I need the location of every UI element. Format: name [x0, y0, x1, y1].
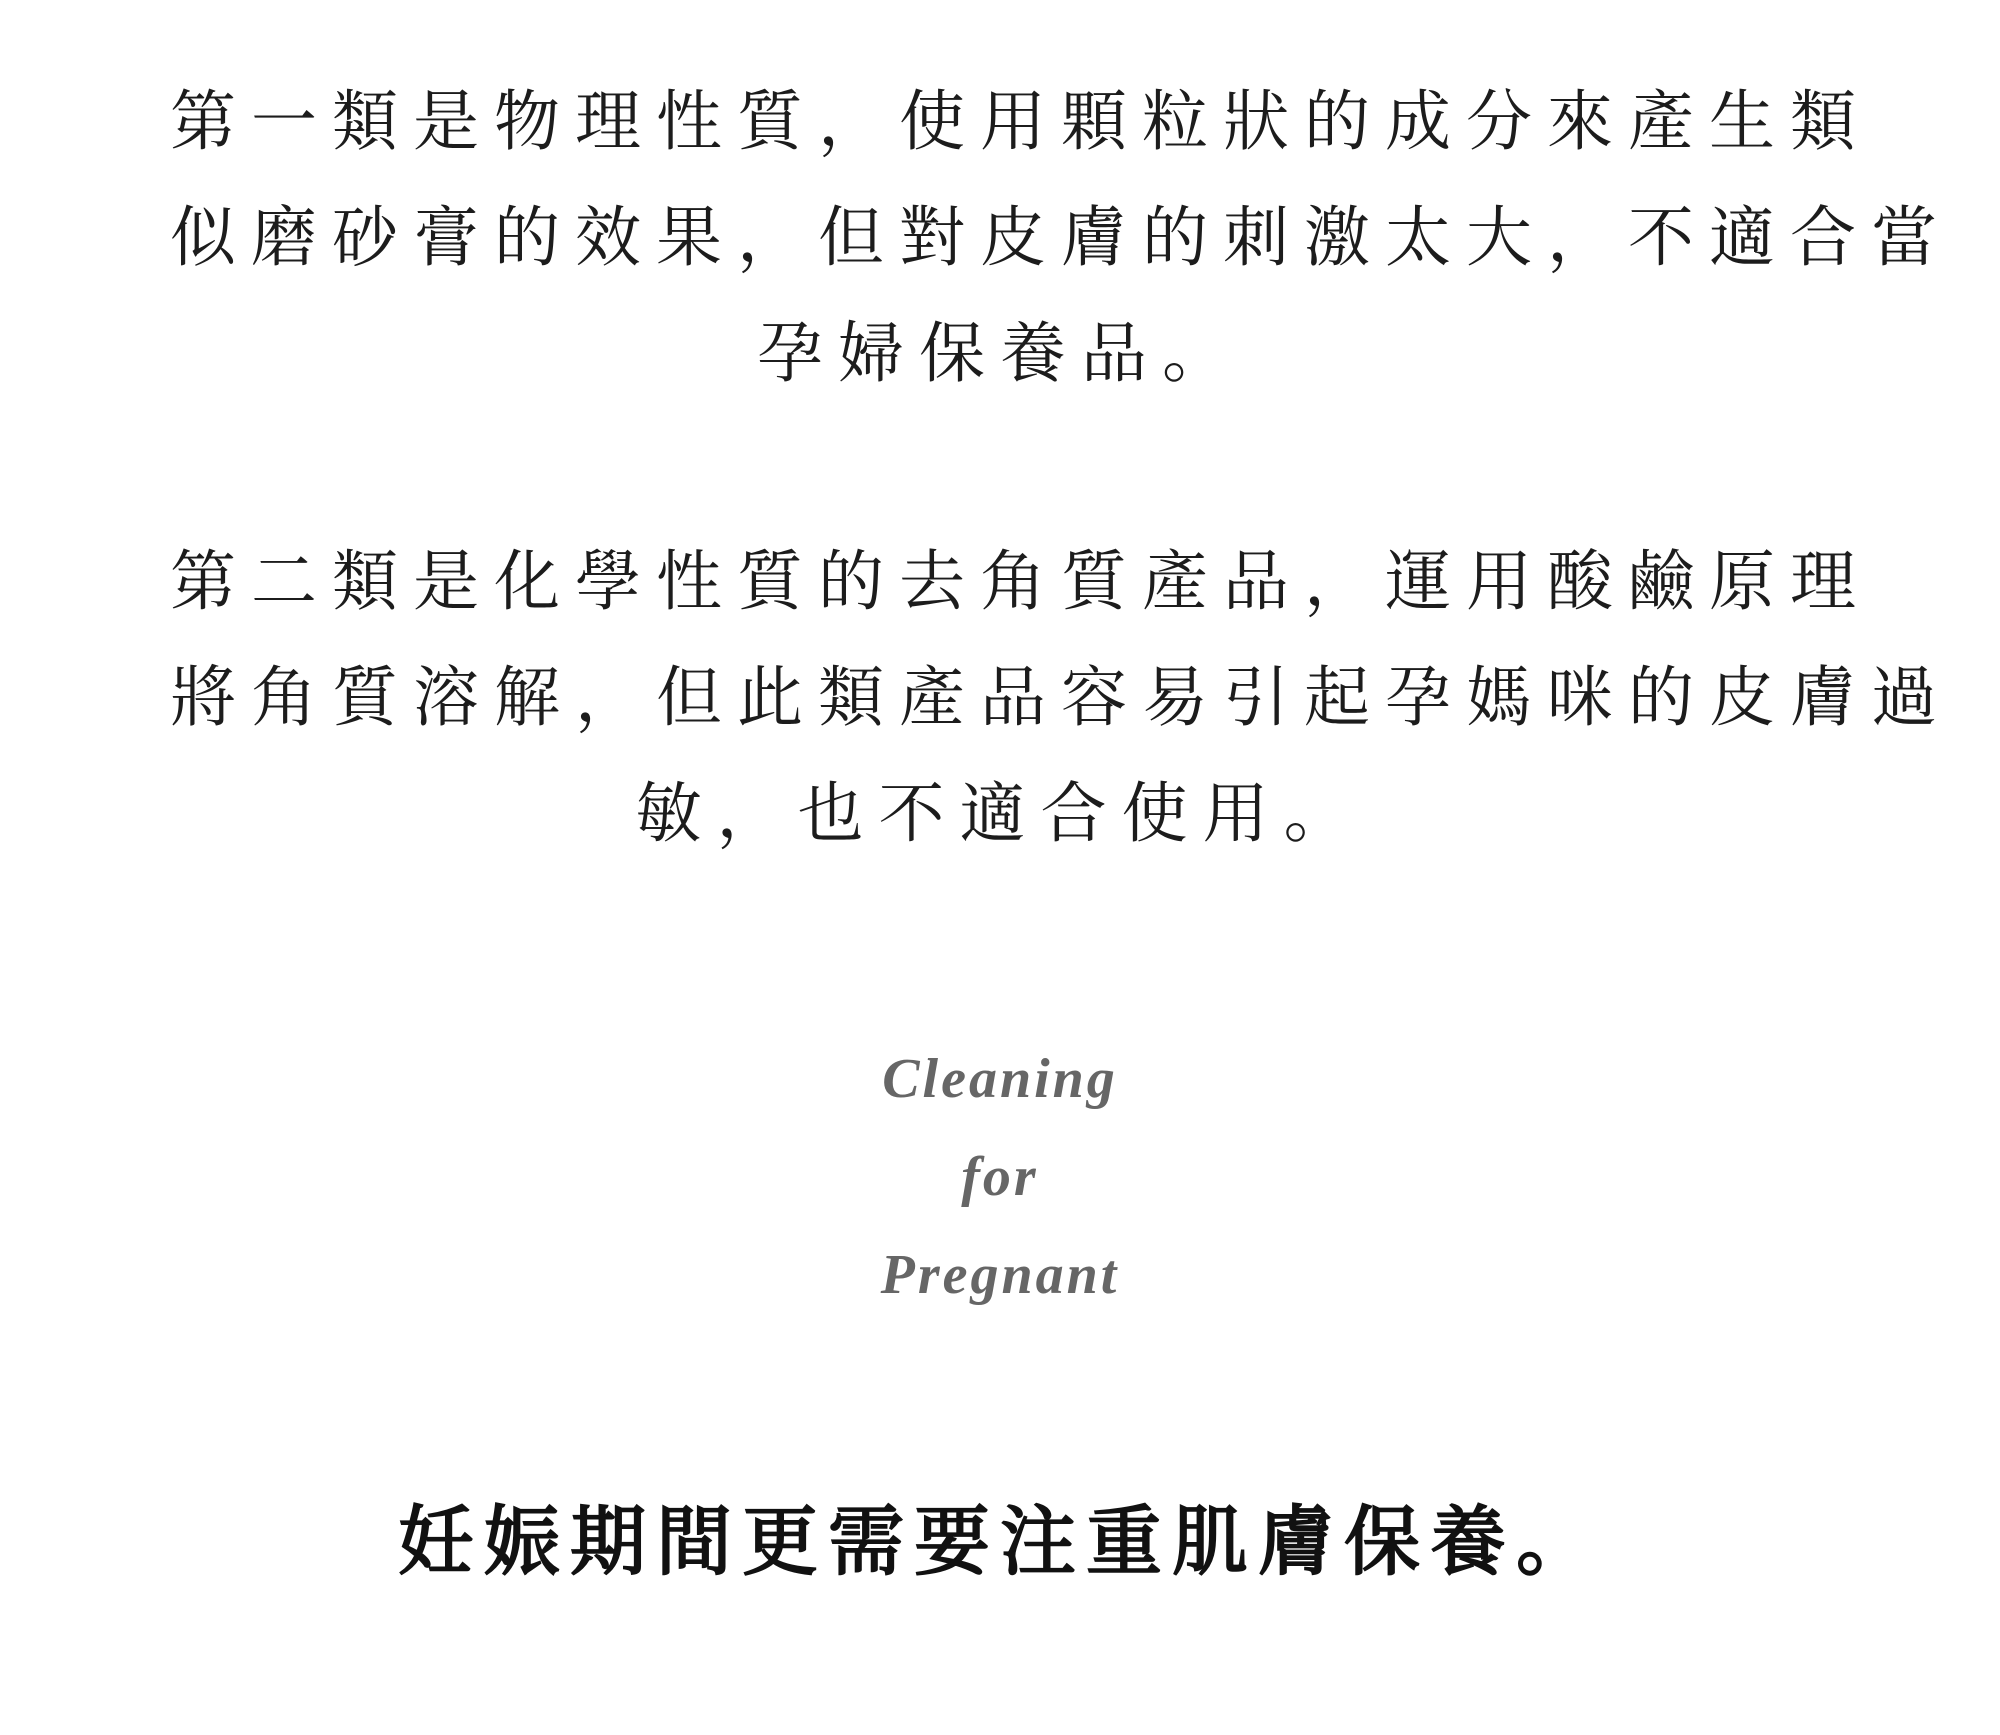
- subtitle-line-for: for: [961, 1146, 1039, 1208]
- paragraph-line: 敏，也不適合使用。: [635, 775, 1365, 852]
- paragraph-line: 孕婦保養品。: [757, 315, 1243, 392]
- paragraph-line: 第一類是物理性質，使用顆粒狀的成分來產生類: [170, 83, 1871, 160]
- section-headline: 妊娠期間更需要注重肌膚保養。: [398, 1497, 1602, 1586]
- paragraph-physical-exfoliant: [170, 64, 1952, 412]
- subtitle-line-pregnant: Pregnant: [880, 1244, 1120, 1306]
- paragraph-chemical-exfoliant: [170, 524, 1952, 872]
- subtitle-line-cleaning: Cleaning: [882, 1048, 1118, 1110]
- paragraph-line: 第二類是化學性質的去角質產品，運用酸鹼原理: [170, 543, 1871, 620]
- paragraph-line: 似磨砂膏的效果，但對皮膚的刺激太大，不適合當: [170, 199, 1952, 276]
- english-subtitle: [0, 1030, 2000, 1324]
- paragraph-line: 將角質溶解，但此類產品容易引起孕媽咪的皮膚過: [170, 659, 1952, 736]
